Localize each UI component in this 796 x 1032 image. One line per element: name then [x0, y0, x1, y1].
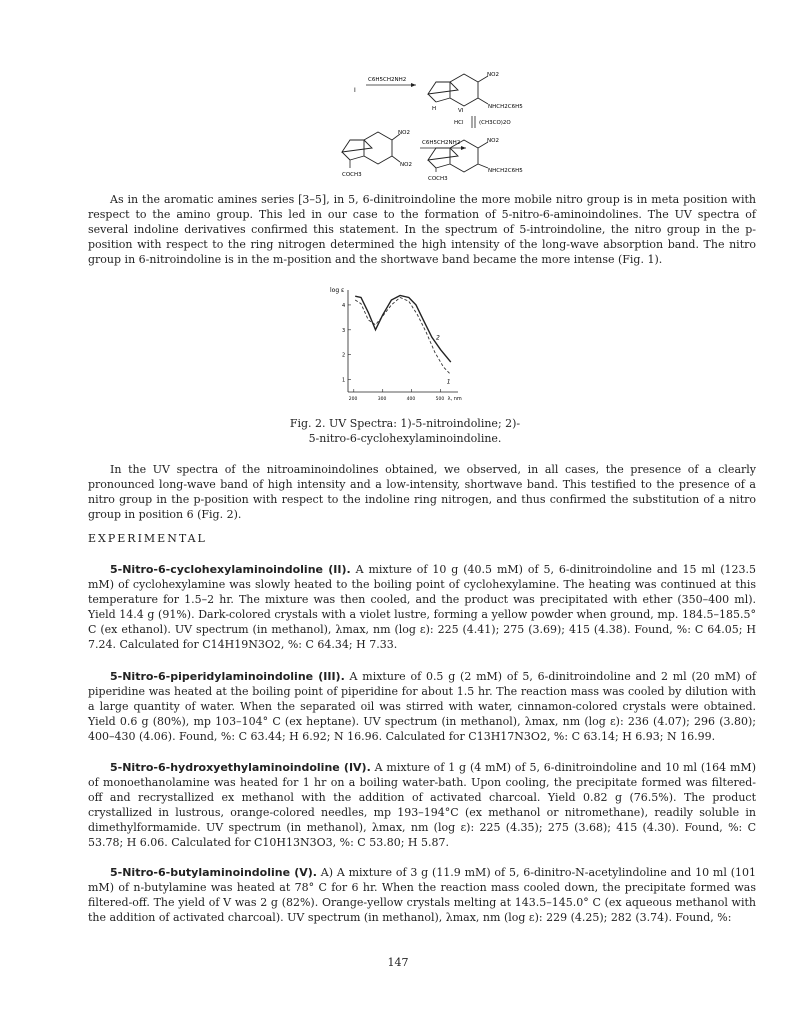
experiment-iii-title: 5-Nitro-6-piperidylaminoindoline (III). — [110, 670, 345, 683]
x-axis-unit-label: λ, nm — [447, 396, 462, 402]
experiment-v — [88, 865, 756, 925]
series-1-label: 1 — [446, 378, 451, 386]
indoline-ring-top — [428, 82, 458, 94]
results-paragraph: In the UV spectra of the nitroaminoindolines obtained, we observed, in all cases, the presence of a clearly pronounced long-wave band of high intensity and a low-intensity, shortwave band. This testified to the presence of a nitro group in the p-position with respect to the indoline ring nitrogen, and thus confirmed the substitution of a nitro group in position 6 (Fig. 2). — [88, 463, 756, 521]
experiment-v-title: 5-Nitro-6-butylaminoindoline (V). — [110, 866, 317, 879]
scheme-reagent-top: C6H5CH2NH2 — [368, 77, 407, 83]
y-tick-label: 1 — [342, 377, 346, 384]
figure-caption — [260, 416, 550, 446]
experiment-ii-text: A mixture of 10 g (40.5 mM) of 5, 6-dinitroindoline and 15 ml (123.5 mM) of cyclohexylamine was slowly heated to the boiling point of cyclohexylamine. The heating was continued at this temperature for 1.5–2 hr. The mixture was then cooled, and the product was precipitated with ether (350–400 ml). Yield 14.4 g (91%). Dark-colored crystals with a violet lustre, forming a yellow powder when ground, mp. 184.5–185.5° C (ex ethanol). UV spectrum (in methanol), λmax, nm (log ε): 225 (4.41); 275 (3.69); 415 (4.38). Found, %: C 64.05; H 7.24. Calculated for C14H19N3O2, %: C 64.34; H 7.33. — [88, 563, 757, 651]
figure-caption-line-1: Fig. 2. UV Spectra: 1)-5-nitroindoline; 2)- — [289, 417, 521, 430]
h-label-top: H — [432, 106, 437, 112]
figure-caption-line-2: 5-nitro-6-cyclohexylaminoindoline. — [308, 432, 502, 445]
anhydride-label: (CH3CO)2O — [479, 120, 511, 126]
arrow-head-bottom — [461, 146, 466, 150]
no2-label-a: NO2 — [487, 72, 499, 78]
x-tick-label: 300 — [377, 397, 387, 402]
nh-label-top: NHCH2C6H5 — [488, 104, 523, 110]
indoline-ring-left — [342, 140, 372, 152]
no2-label-c: NO2 — [400, 162, 412, 168]
experiment-iv-text: A mixture of 1 g (4 mM) of 5, 6-dinitroindoline and 10 ml (164 mM) of monoethanolamine was heated for 1 hr on a boiling water-bath. Upon cooling, the precipitate formed was filtered-off and recrystallized ex methanol with the addition of activated charcoal. Yield 0.82 g (76.5%). The product crystallized in lustrous, orange-colored needles, mp 193–194°C (ex methanol or nitromethane), readily soluble in dimethylformamide. UV spectrum (in methanol), λmax, nm (log ε): 225 (4.35); 275 (3.68); 415 (4.30). Found, %: C 53.78; H 6.06. Calculated for C10H13N3O3, %: C 53.80; H 5.87. — [88, 761, 756, 849]
experiment-iv-title: 5-Nitro-6-hydroxyethylaminoindoline (IV). — [110, 761, 371, 774]
experiment-iii-text: A mixture of 0.5 g (2 mM) of 5, 6-dinitroindoline and 2 ml (20 mM) of piperidine was heated at the boiling point of piperidine for about 1.5 hr. The reaction mass was cooled by dilution with a large quantity of water. When the separated oil was stirred with water, cinnamon-colored crystals were obtained. Yield 0.6 g (80%), mp 103–104° C (ex heptane). UV spectrum (in methanol), λmax, nm (log ε): 236 (4.07); 296 (3.80); 400–430 (4.06). Found, %: C 63.44; H 6.92; N 16.96. Calculated for C13H17N3O2, %: C 63.14; H 6.93; N 16.99. — [88, 670, 756, 743]
experiment-ii — [88, 562, 756, 652]
uv-spectra-chart — [330, 282, 470, 410]
experiment-v-text: A) A mixture of 3 g (11.9 mM) of 5, 6-dinitro-N-acetylindoline and 10 ml (101 mM) of n-butylamine was heated at 78° C for 6 hr. When the reaction mass cooled down, the precipitate formed was filtered-off. The yield of V was 2 g (82%). Orange-yellow crystals melting at 143.5–145.0° C (ex aqueous methanol with the addition of activated charcoal). UV spectrum (in methanol), λmax, nm (log ε): 229 (4.25); 282 (3.74). Found, %: — [88, 866, 756, 924]
scheme-reagent-bottom: C6H5CH2NH2 — [422, 140, 461, 146]
benzene-ring-left — [364, 132, 392, 164]
experiment-ii-title: 5-Nitro-6-cyclohexylaminoindoline (II). — [110, 563, 351, 576]
experiment-iv — [88, 760, 756, 850]
y-axis-label: log ε — [330, 287, 345, 294]
series-2-line — [355, 296, 451, 363]
scheme-label-i: I — [354, 87, 356, 94]
y-tick-label: 4 — [342, 302, 346, 309]
coch3-label-left: COCH3 — [342, 172, 362, 178]
x-tick-label: 200 — [348, 397, 358, 402]
experimental-heading: EXPERIMENTAL — [88, 532, 207, 545]
intro-paragraph: As in the aromatic amines series [3–5], in 5, 6-dinitroindoline the more mobile nitro group is in meta position with respect to the amino group. This led in our case to the formation of 5-nitro-6-aminoindolines. The UV spectra of several indoline derivatives confirmed this statement. In the spectrum of 5-introindoline, the nitro group in the p-position with respect to the ring nitrogen determined the high intensity of the long-wave absorption band. The nitro group in 6-nitroindoline is in the m-position and the shortwave band became the more intense (Fig. 1). — [88, 193, 756, 266]
benzene-ring-top — [450, 74, 478, 106]
nh-label-bottom: NHCH2C6H5 — [488, 168, 523, 174]
y-tick-label: 3 — [342, 327, 346, 334]
x-tick-label: 400 — [406, 397, 416, 402]
no2-label-b: NO2 — [398, 130, 410, 136]
x-tick-label: 500 — [435, 397, 445, 402]
experiment-iii — [88, 669, 756, 744]
indoline-ring-right — [428, 148, 458, 160]
reaction-scheme — [340, 64, 540, 182]
y-tick-label: 2 — [342, 352, 346, 359]
scheme-label-vi: VI — [458, 108, 464, 114]
arrow-head-top — [411, 83, 416, 87]
no2-label-d: NO2 — [487, 138, 499, 144]
series-2-label: 2 — [435, 334, 440, 342]
hcl-label: HCl — [454, 120, 464, 126]
coch3-label-right: COCH3 — [428, 176, 448, 182]
page-number: 147 — [387, 956, 409, 969]
